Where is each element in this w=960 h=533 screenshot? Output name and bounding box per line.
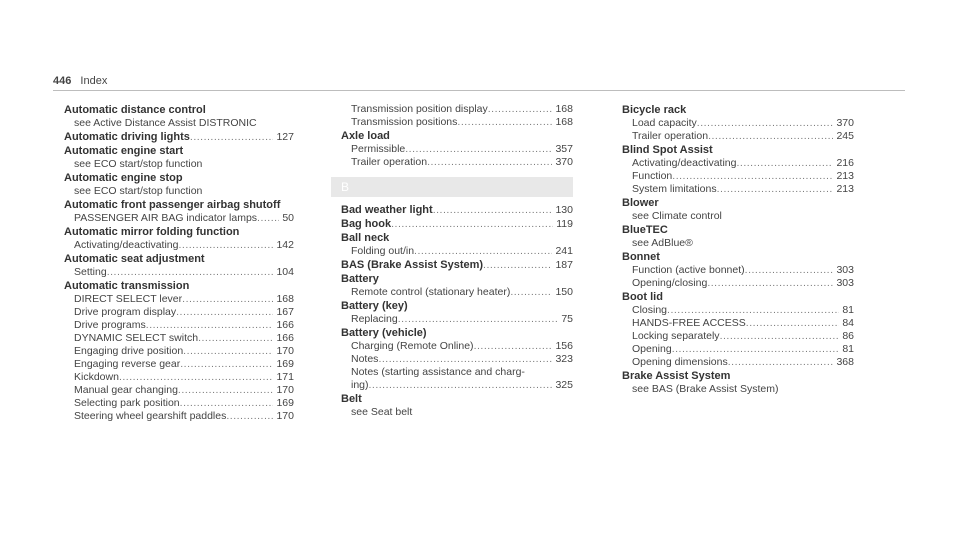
page-ref[interactable]: 127 — [276, 131, 294, 143]
index-entry — [341, 129, 573, 169]
subentry-text: System limitations — [632, 183, 717, 195]
dot-leader — [180, 358, 273, 371]
subentry-text: PASSENGER AIR BAG indicator lamps — [74, 212, 258, 224]
entry-title: Axle load — [341, 130, 390, 142]
page-ref[interactable]: 303 — [836, 264, 854, 276]
dot-leader — [433, 203, 553, 217]
subentry — [341, 103, 573, 116]
subentry — [64, 384, 294, 397]
subentry — [622, 356, 854, 369]
entry-title: Ball neck — [341, 232, 390, 244]
index-entry — [341, 203, 573, 217]
subentry-text: Setting — [74, 266, 107, 278]
subentry — [622, 304, 854, 317]
dot-leader — [697, 117, 834, 130]
see-reference[interactable]: see BAS (Brake Assist System) — [632, 383, 779, 395]
dot-leader — [176, 306, 273, 319]
entry-title: Automatic distance control — [64, 104, 206, 116]
page-ref[interactable]: 370 — [555, 156, 573, 168]
page-ref[interactable]: 50 — [282, 212, 294, 224]
subentry — [341, 143, 573, 156]
page-ref[interactable]: 81 — [842, 343, 854, 355]
subentry-text: HANDS-FREE ACCESS — [632, 317, 746, 329]
dot-leader — [190, 130, 274, 144]
page-ref[interactable]: 166 — [276, 319, 294, 331]
index-entry — [64, 225, 294, 252]
index-entry — [622, 250, 854, 290]
subentry — [64, 410, 294, 423]
dot-leader — [745, 264, 834, 277]
page-ref[interactable]: 213 — [836, 183, 854, 195]
page-ref[interactable]: 168 — [555, 103, 573, 115]
page-ref[interactable]: 170 — [276, 410, 294, 422]
index-entry — [64, 144, 294, 171]
dot-leader — [178, 384, 274, 397]
dot-leader — [198, 332, 273, 345]
page-ref[interactable]: 168 — [276, 293, 294, 305]
dot-leader — [488, 103, 553, 116]
section-letter: B — [341, 180, 350, 194]
subentry — [622, 183, 854, 196]
subentry-text: Closing — [632, 304, 668, 316]
dot-leader — [182, 293, 273, 306]
page-ref[interactable]: 130 — [555, 204, 573, 216]
subentry-text: Kickdown — [74, 371, 119, 383]
entry-title: BlueTEC — [622, 224, 668, 236]
index-column-2 — [341, 103, 573, 419]
dot-leader — [398, 313, 559, 326]
dot-leader — [746, 317, 840, 330]
subentry — [341, 245, 573, 258]
entry-title: Automatic mirror folding function — [64, 226, 240, 238]
page-ref[interactable]: 216 — [836, 157, 854, 169]
page-ref[interactable]: 171 — [276, 371, 294, 383]
subentry — [341, 156, 573, 169]
dot-leader — [720, 330, 840, 343]
subentry — [622, 117, 854, 130]
see-reference[interactable]: see ECO start/stop function — [74, 158, 203, 170]
header-rule — [53, 90, 905, 91]
entry-title: Automatic driving lights — [64, 131, 190, 143]
page-ref[interactable]: 303 — [836, 277, 854, 289]
dot-leader — [391, 217, 553, 231]
entry-title: Bad weather light — [341, 204, 433, 216]
subentry-text: Charging (Remote Online) — [351, 340, 474, 352]
subentry — [64, 239, 294, 252]
subentry-text: Load capacity — [632, 117, 697, 129]
page-ref[interactable]: 241 — [555, 245, 573, 257]
page-ref[interactable]: 104 — [276, 266, 294, 278]
page-ref[interactable]: 75 — [561, 313, 573, 325]
page-ref[interactable]: 213 — [836, 170, 854, 182]
subentry — [64, 319, 294, 332]
subentry — [341, 313, 573, 326]
page-ref[interactable]: 325 — [555, 379, 573, 391]
page-ref[interactable]: 150 — [555, 286, 573, 298]
index-entry — [64, 171, 294, 198]
see-reference[interactable]: see Seat belt — [351, 406, 413, 418]
subentry-text: Transmission positions — [351, 116, 458, 128]
page-ref[interactable]: 84 — [842, 317, 854, 329]
index-entry — [64, 198, 294, 225]
subentry — [622, 157, 854, 170]
entry-title: Belt — [341, 393, 362, 405]
index-entry — [341, 217, 573, 231]
subentry — [64, 345, 294, 358]
index-entry — [622, 369, 854, 396]
dot-leader — [457, 116, 552, 129]
subentry-text: Trailer operation — [632, 130, 709, 142]
subentry — [622, 277, 854, 290]
subentry — [64, 212, 294, 225]
subentry-text: Folding out/in — [351, 245, 415, 257]
subentry — [64, 266, 294, 279]
dot-leader — [667, 304, 839, 317]
subentry-text: Drive programs — [74, 319, 146, 331]
subentry — [64, 397, 294, 410]
entry-row — [64, 130, 294, 144]
dot-leader — [707, 277, 833, 290]
dot-leader — [183, 345, 273, 358]
index-entry — [622, 196, 854, 223]
page-ref[interactable]: 168 — [555, 116, 573, 128]
subentry-text: Activating/deactivating — [74, 239, 179, 251]
dot-leader — [474, 340, 553, 353]
page-ref[interactable]: 368 — [836, 356, 854, 368]
subentry — [622, 264, 854, 277]
dot-leader — [736, 157, 833, 170]
subentry-text: Replacing — [351, 313, 398, 325]
dot-leader — [180, 397, 274, 410]
dot-leader — [510, 286, 552, 299]
subentry — [622, 170, 854, 183]
page-ref[interactable]: 170 — [276, 345, 294, 357]
subentry-text: Locking separately — [632, 330, 720, 342]
subentry — [64, 358, 294, 371]
dot-leader — [672, 343, 840, 356]
subentry — [622, 130, 854, 143]
dot-leader — [483, 258, 552, 272]
dot-leader — [672, 170, 833, 183]
dot-leader — [178, 239, 273, 252]
subentry — [341, 116, 573, 129]
dot-leader — [146, 319, 274, 332]
subentry — [622, 317, 854, 330]
subentry-text: Function (active bonnet) — [632, 264, 745, 276]
index-entry — [622, 103, 854, 143]
entry-title: Bonnet — [622, 251, 660, 263]
index-column-3 — [622, 103, 854, 396]
subentry-text: Opening/closing — [632, 277, 708, 289]
entry-title: Bicycle rack — [622, 104, 687, 116]
subentry-text-wrapped: Notes (starting assistance and charg- — [351, 366, 525, 378]
dot-leader — [708, 130, 833, 143]
entry-title: Boot lid — [622, 291, 663, 303]
dot-leader — [717, 183, 834, 196]
subentry-text: Engaging drive position — [74, 345, 184, 357]
page-ref[interactable]: 187 — [555, 259, 573, 271]
subentry-text: Notes — [351, 353, 379, 365]
entry-title: Brake Assist System — [622, 370, 731, 382]
page-ref[interactable]: 245 — [836, 130, 854, 142]
entry-title: Battery (key) — [341, 300, 408, 312]
index-column-1 — [64, 103, 294, 423]
page-number: 446 — [53, 75, 72, 87]
subentry-text: Manual gear changing — [74, 384, 178, 396]
index-entry — [622, 223, 854, 250]
subentry-text: ing) — [351, 379, 369, 391]
dot-leader — [119, 371, 274, 384]
page-header — [53, 75, 107, 87]
page-ref[interactable]: 86 — [842, 330, 854, 342]
see-reference[interactable]: see Active Distance Assist DISTRONIC — [74, 117, 257, 129]
index-entry — [341, 258, 573, 272]
page-ref[interactable]: 370 — [836, 117, 854, 129]
index-entry — [622, 290, 854, 369]
dot-leader — [414, 245, 552, 258]
dot-leader — [257, 212, 279, 225]
subentry — [64, 293, 294, 306]
entry-title: Automatic engine start — [64, 145, 184, 157]
index-entry — [341, 326, 573, 392]
subentry-text: Opening — [632, 343, 672, 355]
subentry — [341, 379, 573, 392]
page-ref[interactable]: 156 — [555, 340, 573, 352]
page-ref[interactable]: 169 — [276, 397, 294, 409]
entry-title: Blind Spot Assist — [622, 144, 713, 156]
index-entry — [341, 231, 573, 258]
entry-title: Blower — [622, 197, 659, 209]
see-reference[interactable]: see Climate control — [632, 210, 722, 222]
subentry-text: DIRECT SELECT lever — [74, 293, 183, 305]
subentry-text: Opening dimensions — [632, 356, 728, 368]
page-ref[interactable]: 81 — [842, 304, 854, 316]
entry-title: Battery (vehicle) — [341, 327, 427, 339]
page-ref[interactable]: 167 — [276, 306, 294, 318]
subentry-text: Selecting park position — [74, 397, 180, 409]
dot-leader — [226, 410, 273, 423]
page-label: Index — [80, 75, 108, 87]
subentry — [64, 306, 294, 319]
entry-title: Automatic front passenger airbag shutoff — [64, 199, 281, 211]
page-ref[interactable]: 142 — [276, 239, 294, 251]
subentry-text: Steering wheel gearshift paddles — [74, 410, 227, 422]
entry-row — [341, 203, 573, 217]
entry-title: Automatic engine stop — [64, 172, 183, 184]
entry-title: Automatic transmission — [64, 280, 190, 292]
entry-title: Bag hook — [341, 218, 392, 230]
subentry-text: Drive program display — [74, 306, 177, 318]
see-reference[interactable]: see ECO start/stop function — [74, 185, 203, 197]
dot-leader — [369, 379, 553, 392]
index-entry — [341, 299, 573, 326]
subentry — [341, 353, 573, 366]
index-entry — [341, 392, 573, 419]
dot-leader — [728, 356, 834, 369]
page-ref[interactable]: 357 — [555, 143, 573, 155]
index-entry — [341, 272, 573, 299]
subentry — [622, 330, 854, 343]
dot-leader — [107, 266, 274, 279]
subentry — [622, 343, 854, 356]
see-reference[interactable]: see AdBlue® — [632, 237, 693, 249]
index-entry — [622, 143, 854, 196]
entry-title: Automatic seat adjustment — [64, 253, 205, 265]
page-ref[interactable]: 170 — [276, 384, 294, 396]
dot-leader — [378, 353, 552, 366]
page-ref[interactable]: 169 — [276, 358, 294, 370]
dot-leader — [427, 156, 552, 169]
subentry-text: DYNAMIC SELECT switch — [74, 332, 199, 344]
index-entry — [64, 103, 294, 130]
entry-title: BAS (Brake Assist System) — [341, 259, 484, 271]
dot-leader — [405, 143, 552, 156]
subentry-text: Transmission position display — [351, 103, 488, 115]
subentry-text: Remote control (stationary heater) — [351, 286, 511, 298]
subentry-text: Trailer operation — [351, 156, 428, 168]
subentry — [64, 332, 294, 345]
index-entry — [64, 252, 294, 279]
page-ref[interactable]: 166 — [276, 332, 294, 344]
index-entry — [64, 279, 294, 423]
page-ref[interactable]: 323 — [555, 353, 573, 365]
section-heading-b — [331, 177, 573, 197]
subentry-text: Engaging reverse gear — [74, 358, 181, 370]
page-ref[interactable]: 119 — [556, 218, 573, 230]
subentry-text: Function — [632, 170, 673, 182]
entry-row — [341, 258, 573, 272]
subentry — [64, 371, 294, 384]
entry-row — [341, 217, 573, 231]
subentry-text: Activating/deactivating — [632, 157, 737, 169]
entry-title: Battery — [341, 273, 379, 285]
subentry — [341, 286, 573, 299]
subentry — [341, 340, 573, 353]
subentry-text: Permissible — [351, 143, 406, 155]
index-entry — [64, 130, 294, 144]
